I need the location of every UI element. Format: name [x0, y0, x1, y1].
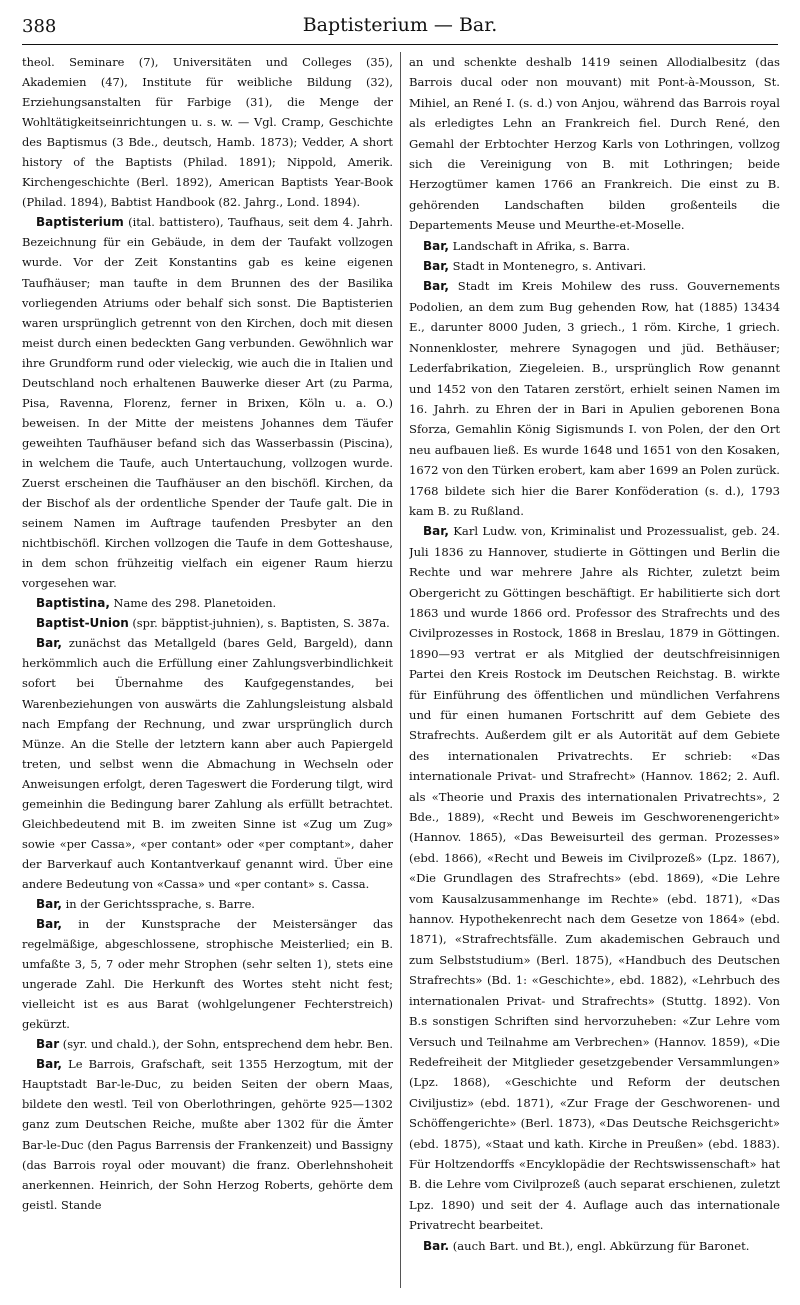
entry-text: an und schenkte deshalb 1419 seinen Allodialbesitz (das Barrois ducal oder non mouvant) mit Pont-à-Mousson, St. Mihiel, an René I. (s. d.) von Anjou, während das Barrois royal als erledigtes Lehn an Frankreich fiel. Durch René, den Gemahl der Erbtochter Herzog Karls von Lothringen, vollzog sich die Vereinigung von B. mit Lothringen; beide Herzogtümer kamen 1766 an Frankreich. Die einst zu B. gehörenden Landschaften bilden großenteils die Departements Meuse und Meurthe-et-Moselle. — [409, 55, 780, 233]
entry — [409, 256, 780, 276]
headword: Bar, — [36, 1057, 62, 1072]
entry — [22, 613, 393, 633]
entry-text: (syr. und chald.), der Sohn, entsprechend dem hebr. Ben. — [62, 1037, 393, 1052]
entry — [409, 52, 780, 236]
page-number: 388 — [22, 16, 57, 37]
left-column — [22, 52, 393, 1292]
entry-text: Le Barrois, Grafschaft, seit 1355 Herzogtum, mit der Hauptstadt Bar-le-Duc, zu beiden Seiten der obern Maas, bildete den westl. Teil von Oberlothringen, gehörte 925—1302 ganz zum Deutschen Reiche, mußte aber 1302 für die Ämter Bar-le-Duc (den Pagus Barrensis der Frankenzeit) und Bassigny (das Barrois royal oder mouvant) die franz. Oberlehnshoheit anerkennen. Heinrich, der Sohn Herzog Roberts, gehörte dem geistl. Stande — [22, 1057, 393, 1212]
entry — [22, 212, 393, 593]
headword: Bar, — [36, 917, 62, 932]
running-head: Baptisterium — Bar. — [302, 14, 498, 36]
headword: Bar — [36, 1037, 60, 1052]
entry-text: (auch Bart. und Bt.), engl. Abkürzung für Baronet. — [452, 1238, 750, 1253]
page-header — [22, 10, 778, 44]
entry — [22, 894, 393, 914]
headword: Baptistina, — [36, 596, 110, 611]
entry — [22, 633, 393, 894]
headword: Bar, — [423, 524, 449, 539]
entry — [409, 521, 780, 1235]
entry — [409, 1236, 780, 1256]
entry-text: theol. Seminare (7), Universitäten und Colleges (35), Akademien (47), Institute für weibliche Bildung (32), Erziehungsanstalten für Farbige (31), die Menge der Wohltätigkeitseinrichtungen u. s. w. — Vgl. Cramp, Geschichte des Baptismus (3 Bde., deutsch, Hamb. 1873); Vedder, A short history of the Baptists (Philad. 1891); Nippold, Amerik. Kirchengeschichte (Berl. 1892), American Baptists Year-Book (Philad. 1894), Babtist Handbook (82. Jahrg., Lond. 1894). — [22, 55, 393, 210]
headword: Bar. — [423, 1238, 450, 1253]
entry-text: Name des 298. Planetoiden. — [113, 596, 277, 611]
entry — [22, 1034, 393, 1054]
entry-text: zunächst das Metallgeld (bares Geld, Bargeld), dann herkömmlich auch die Erfüllung einer Zahlungsverbindlichkeit sofort bei Übernahme des Kaufgegenstandes, bei Warenbeziehungen von auswärts die Zahlungsleistung alsbald nach Empfang der Rechnung, und zwar ursprünglich durch Münze. An die Stelle der letztern kann aber auch Papiergeld treten, und selbst wenn die Abmachung in Wechseln oder Anweisungen erfolgt, deren Tageswert die Forderung tilgt, wird gemeinhin die Bedingung barer Zahlung als erfüllt betrachtet. Gleichbedeutend mit B. im zweiten Sinne ist «Zug um Zug» sowie «per Cassa», «per contant» oder «per comptant», daher der Barverkauf auch Kontantverkauf genannt wird. Über eine andere Bedeutung von «Cassa» und «per contant» s. Cassa. — [22, 636, 393, 891]
entry — [22, 593, 393, 613]
entry — [22, 914, 393, 1034]
headword: Baptist-Union — [36, 616, 129, 631]
entry-text: Landschaft in Afrika, s. Barra. — [452, 238, 630, 253]
headword: Bar, — [36, 896, 62, 911]
headword: Bar, — [423, 238, 449, 253]
right-column — [409, 52, 780, 1292]
entry-text: Karl Ludw. von, Kriminalist und Prozessualist, geb. 24. Juli 1836 zu Hannover, studierte in Göttingen und Berlin die Rechte und war mehrere Jahre als Richter, zuletzt beim Obergericht zu Göttingen beschäftigt. Er habilitierte sich dort 1863 und wurde 1866 ord. Professor des Strafrechts und des Civilprozesses in Rostock, 1868 in Breslau, 1879 in Göttingen. 1890—93 vertrat er als Mitglied der deutschfreisinnigen Partei den Kreis Rostock im Deutschen Reichstag. B. wirkte für Einführung des öffentlichen und mündlichen Verfahrens und für einen humanen Fortschritt auf dem Gebiete des Strafrechts. Außerdem gilt er als Autorität auf dem Gebiete des internationalen Privatrechts. Er schrieb: «Das internationale Privat- und Strafrecht» (Hannov. 1862; 2. Aufl. als «Theorie und Praxis des internationalen Privatrechts», 2 Bde., 1889), «Recht und Beweis im Geschworenengericht» (Hannov. 1865), «Das Beweisurteil des german. Prozesses» (ebd. 1866), «Recht und Beweis im Civilprozeß» (Lpz. 1867), «Die Grundlagen des Strafrechts» (ebd. 1869), «Die Lehre vom Kausalzusammenhange im Rechte» (ebd. 1871), «Das hannov. Hypothekenrecht nach dem Gesetze von 1864» (ebd. 1871), «Strafrechtsfälle. Zum akademischen Gebrauch und zum Selbststudium» (Berl. 1875), «Handbuch des Deutschen Strafrechts» (Bd. 1: «Geschichte», ebd. 1882), «Lehrbuch des internationalen Privat- und Strafrechts» (Stuttg. 1892). Von B.s sonstigen Schriften sind hervorzuheben: «Zur Lehre vom Versuch und Teilnahme am Verbrechen» (Hannov. 1859), «Die Redefreiheit der Mitglieder gesetzgebender Versammlungen» (Lpz. 1868), «Geschichte und Reform der deutschen Civiljustiz» (ebd. 1871), «Zur Frage der Geschworenen- und Schöffengerichte» (Berl. 1873), «Das Deutsche Reichsgericht» (ebd. 1875), «Staat und kath. Kirche in Preußen» (ebd. 1883). Für Holtzendorffs «Encyklopädie der Rechtswissenschaft» hat B. die Lehre vom Civilprozeß (auch separat erschienen, zuletzt Lpz. 1890) und seit der 4. Auflage auch das internationale Privatrecht bearbeitet. — [409, 524, 780, 1233]
entry-text: (ital. battistero), Taufhaus, seit dem 4. Jahrh. Bezeichnung für ein Gebäude, in dem der Taufakt vollzogen wurde. Vor der Zeit Konstantins gab es keine eigenen Taufhäuser; man taufte in dem Brunnen des der Basilika vorliegenden Atriums oder behalf sich sonst. Die Baptisterien waren ursprünglich getrennt von den Kirchen, doch mit diesen meist durch einen bedeckten Gang verbunden. Gewöhnlich war ihre Grundform rund oder vieleckig, wie auch die in Italien und Deutschland noch erhaltenen Bauwerke dieser Art (zu Parma, Pisa, Ravenna, Florenz, ferner in Brixen, Köln u. a. O.) beweisen. In der Mitte der meistens Johannes dem Täufer geweihten Taufhäuser befand sich das Wasserbassin (Piscina), in welchem die Taufe, auch Untertauchung, vollzogen wurde. Zuerst erscheinen die Taufhäuser an den bischöfl. Kirchen, da der Bischof als der ordentliche Spender der Taufe galt. Die in seinem Namen im Auftrage taufenden Presbyter an den nichtbischöfl. Kirchen vollzogen die Taufe in dem Gotteshause, in dem schon frühzeitig vielfach ein eigener Raum hierzu vorgesehen war. — [22, 215, 393, 591]
entry-text: in der Gerichtssprache, s. Barre. — [65, 896, 255, 911]
headword: Bar, — [36, 636, 62, 651]
header-rule — [22, 44, 778, 45]
entry-text: in der Kunstsprache der Meistersänger das regelmäßige, abgeschlossene, strophische Meisterlied; ein B. umfaßte 3, 5, 7 oder mehr Strophen (sehr selten 1), stets eine ungerade Zahl. Die Herkunft des Wortes steht nicht fest; vielleicht ist es aus Barat (wohlgelungener Fechterstreich) gekürzt. — [22, 917, 393, 1032]
headword: Baptisterium — [36, 215, 124, 230]
entry-text: (spr. bäpptist-juhnien), s. Baptisten, S. 387a. — [132, 616, 390, 631]
entry — [22, 52, 393, 212]
entry — [409, 276, 780, 521]
entry-text: Stadt in Montenegro, s. Antivari. — [452, 259, 647, 274]
entry — [22, 1054, 393, 1214]
headword: Bar, — [423, 279, 449, 294]
entry — [409, 236, 780, 256]
headword: Bar, — [423, 259, 449, 274]
column-divider — [400, 52, 401, 1288]
entry-text: Stadt im Kreis Mohilew des russ. Gouvernements Podolien, an dem zum Bug gehenden Row, hat (1885) 13434 E., darunter 8000 Juden, 3 griech., 1 röm. Kirche, 1 griech. Nonnenkloster, mehrere Synagogen und jüd. Bethäuser; Lederfabrikation, Ziegeleien. B., ursprünglich Row genannt und 1452 von den Tataren zerstört, erhielt seinen Namen im 16. Jahrh. zu Ehren der in Bari in Apulien geborenen Bona Sforza, Gemahlin König Sigismunds I. von Polen, der den Ort neu aufbauen ließ. Es wurde 1648 und 1651 von den Kosaken, 1672 von den Türken erobert, kam aber 1699 an Polen zurück. 1768 bildete sich hier die Barer Konföderation (s. d.), 1793 kam B. zu Rußland. — [409, 279, 780, 518]
